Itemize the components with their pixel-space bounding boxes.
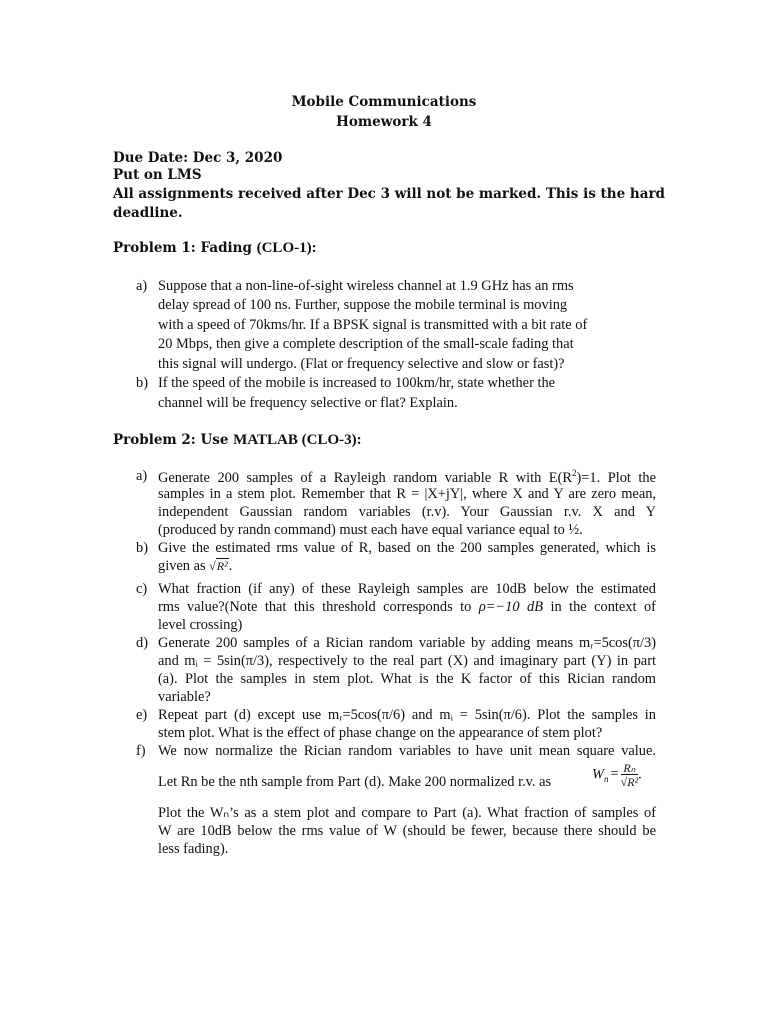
- problem1-b-line: channel will be frequency selective or flat? Explain.: [158, 395, 458, 411]
- problem1-a-line: Suppose that a non-line-of-sight wireless channel at 1.9 GHz has an rms: [158, 278, 574, 294]
- problem2-f-line: Let Rn be the nth sample from Part (d). Make 200 normalized r.v. as: [158, 774, 552, 790]
- problem2-a-line: samples in a stem plot. Remember that R = |X+jY|, where X and Y are zero mean,: [158, 486, 656, 502]
- problem2-d-line: Generate 200 samples of a Rician random variable by adding means mᵣ=5cos(π/3): [158, 635, 656, 651]
- problem2-a-label: a): [136, 468, 148, 484]
- sqrt-r2-formula: √R²: [209, 559, 228, 573]
- rho-threshold-formula: ρ=−10 dB: [478, 599, 543, 615]
- problem1-heading: Problem 1: Fading (CLO-1):: [113, 240, 317, 256]
- problem1-a-label: a): [136, 278, 148, 294]
- document-title: Mobile Communications: [291, 94, 477, 110]
- problem2-e-label: e): [136, 707, 148, 723]
- due-date: Due Date: Dec 3, 2020: [113, 150, 283, 166]
- problem2-a-line: independent Gaussian random variables (r.v). Your Gaussian r.v. X and Y: [158, 504, 656, 520]
- problem2-d-line: variable?: [158, 689, 211, 705]
- problem2-f-line: We now normalize the Rician random variables to have unit mean square value.: [158, 743, 656, 759]
- problem2-c-line: What fraction (if any) of these Rayleigh samples are 10dB below the estimated: [158, 581, 656, 597]
- problem2-c-label: c): [136, 581, 148, 597]
- problem2-a-line: Generate 200 samples of a Rayleigh random variable R with $E(R^2)=1$. Plot the: [158, 468, 656, 486]
- problem2-c-line: level crossing): [158, 617, 243, 633]
- problem2-d-line: and mᵢ = 5sin(π/3), respectively to the real part (X) and imaginary part (Y) in part: [158, 653, 656, 669]
- late-policy-line1: All assignments received after Dec 3 will not be marked. This is the hard: [113, 186, 665, 202]
- problem2-f-line: less fading).: [158, 841, 229, 857]
- problem2-d-label: d): [136, 635, 148, 651]
- problem2-a-line: (produced by randn command) must each have equal variance equal to ½.: [158, 522, 583, 538]
- problem1-a-line: with a speed of 70kms/hr. If a BPSK signal is transmitted with a bit rate of: [158, 317, 588, 333]
- problem2-b-line: given as √R².: [158, 558, 233, 574]
- submission-note: Put on LMS: [113, 167, 202, 183]
- problem1-b-label: b): [136, 375, 148, 391]
- problem2-c-line: rms value?(Note that this threshold corresponds to ρ=−10 dB in the context of: [158, 599, 656, 615]
- problem1-a-line: 20 Mbps, then give a complete description of the small-scale fading that: [158, 336, 574, 352]
- problem2-f-label: f): [136, 743, 146, 759]
- problem1-a-line: this signal will undergo. (Flat or frequency selective and slow or fast)?: [158, 356, 565, 372]
- document-subtitle: Homework 4: [336, 114, 432, 130]
- problem2-f-line: W are 10dB below the rms value of W (should be fewer, because there should be: [158, 823, 656, 839]
- problem2-d-line: (a). Plot the samples in stem plot. What is the K factor of this Rician random: [158, 671, 656, 687]
- problem1-b-line: If the speed of the mobile is increased to 100km/hr, state whether the: [158, 375, 556, 391]
- problem2-f-line: Plot the Wₙ’s as a stem plot and compare to Part (a). What fraction of samples of: [158, 805, 656, 821]
- normalized-w-formula: $W_n$ = $\frac{\text{Rₙ}}{\text{√R²}}$ .: [592, 761, 642, 789]
- late-policy-line2: deadline.: [113, 205, 183, 221]
- problem2-e-line: Repeat part (d) except use mᵣ=5cos(π/6) and mᵢ = 5sin(π/6). Plot the samples in: [158, 707, 656, 723]
- problem2-heading: Problem 2: Use MATLAB (CLO-3):: [113, 432, 362, 448]
- problem2-b-label: b): [136, 540, 148, 556]
- problem2-b-line: Give the estimated rms value of R, based on the 200 samples generated, which is: [158, 540, 656, 556]
- problem2-e-line: stem plot. What is the effect of phase change on the appearance of stem plot?: [158, 725, 603, 741]
- problem1-a-line: delay spread of 100 ns. Further, suppose the mobile terminal is moving: [158, 297, 568, 313]
